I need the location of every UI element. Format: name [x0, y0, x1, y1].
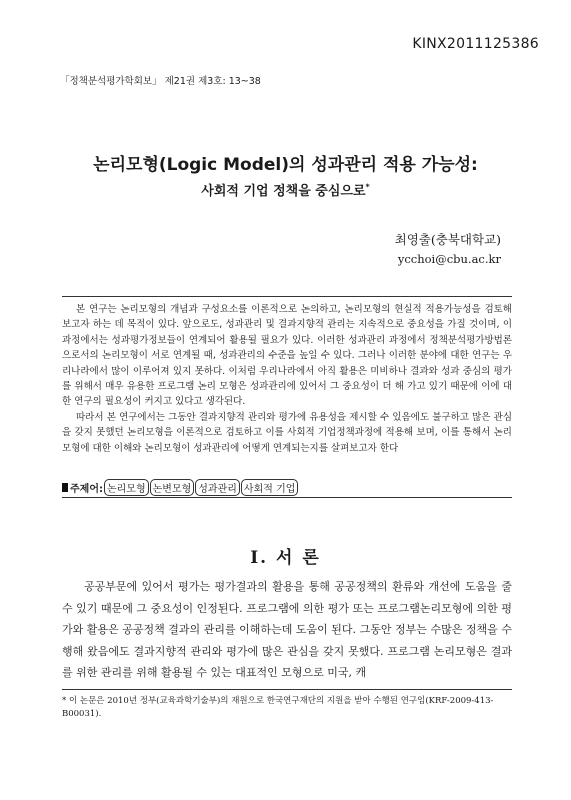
subtitle-footnote-mark: *: [365, 182, 370, 192]
footnote: * 이 논문은 2010년 정부(교육과학기술부)의 재원으로 한국연구재단의 지원을 받아 수행된 연구임(KRF-2009-413-B00031).: [62, 696, 494, 719]
abstract: [62, 302, 512, 456]
author-name: 최영출(충북대학교): [394, 232, 501, 247]
keyword-tag: 사회적 기업: [241, 479, 298, 496]
subtitle-text: 사회적 기업 정책을 중심으로: [201, 184, 366, 199]
footnote-rule: [62, 689, 512, 690]
keywords-label: 주제어:: [70, 484, 103, 495]
section-heading: Ⅰ. 서 론: [250, 548, 321, 568]
abstract-paragraph: 본 연구는 논리모형의 개념과 구성요소를 이론적으로 논의하고, 논리모형의 현실적 적용가능성을 검토해 보고자 하는 데 목적이 있다. 앞으로도, 성과관리 및 결과지향적 관리는 지속적으로 중요성을 가질 것이며, 이 과정에서는 성과평가정보들이 연계되어 활용될 필요가 있다. 이러한 성과관리 과정에서 정책분석평가방법론으로서의 논리모형이 서로 연계될 때, 성과관리의 수준을 높일 수 있다. 그러나 이러한 분야에 대한 연구는 우리나라에서 많이 이루어져 있지 못하다. 이처럼 우리나라에서 아직 활용은 미비하나 결과와 성과 중심의 평가를 위해서 매우 유용한 프로그램 논리 모형은 성과관리에 있어서 그 중요성이 더 해 가고 있기 때문에 이에 대한 연구의 필요성이 커지고 있다고 생각된다.: [62, 304, 512, 408]
abstract-paragraph: 따라서 본 연구에서는 그동안 결과지향적 관리와 평가에 유용성을 제시할 수 있음에도 불구하고 많은 관심을 갖지 못했던 논리모형을 이론적으로 검토하고 이를 사회적 기업정책과정에 적용해 보며, 이를 통해서 논리모형에 대한 이해와 논리모형이 성과관리에 어떻게 연계되는지를 살펴보고자 한다: [62, 411, 512, 454]
body-paragraph: 공공부문에 있어서 평가는 평가결과의 활용을 통해 공공정책의 환류와 개선에 도움을 줄 수 있기 때문에 그 중요성이 인정된다. 프로그램에 의한 평가 또는 프로그램논리모형에 의한 평가와 활용은 공공정책 결과의 관리를 이해하는데 도움이 된다. 그동안 정부는 수많은 정책을 수행해 왔음에도 결과지향적 관리와 평가에 많은 관심을 갖지 못했다. 프로그램 논리모형은 결과를 위한 관리를 위해 활용될 수 있는 대표적인 모형으로 미국, 캐: [62, 580, 512, 679]
document-id: KINX2011125386: [412, 36, 539, 52]
keyword-tag: 논리모형: [104, 479, 149, 496]
keywords-line: [62, 479, 298, 496]
author-email: ycchoi@cbu.ac.kr: [397, 252, 501, 266]
journal-citation: 「정책분석평가학회보」 제21권 제3호: 13~38: [60, 76, 261, 87]
keyword-tag: 논변모형: [150, 479, 195, 496]
abstract-bottom-rule: [62, 497, 512, 498]
paper-title: 논리모형(Logic Model)의 성과관리 적용 가능성:: [93, 155, 478, 175]
body-text: [62, 576, 512, 684]
abstract-top-rule: [62, 296, 512, 297]
paper-subtitle: [0, 180, 571, 199]
keyword-square-icon: [62, 483, 68, 492]
keyword-tag: 성과관리: [195, 479, 240, 496]
